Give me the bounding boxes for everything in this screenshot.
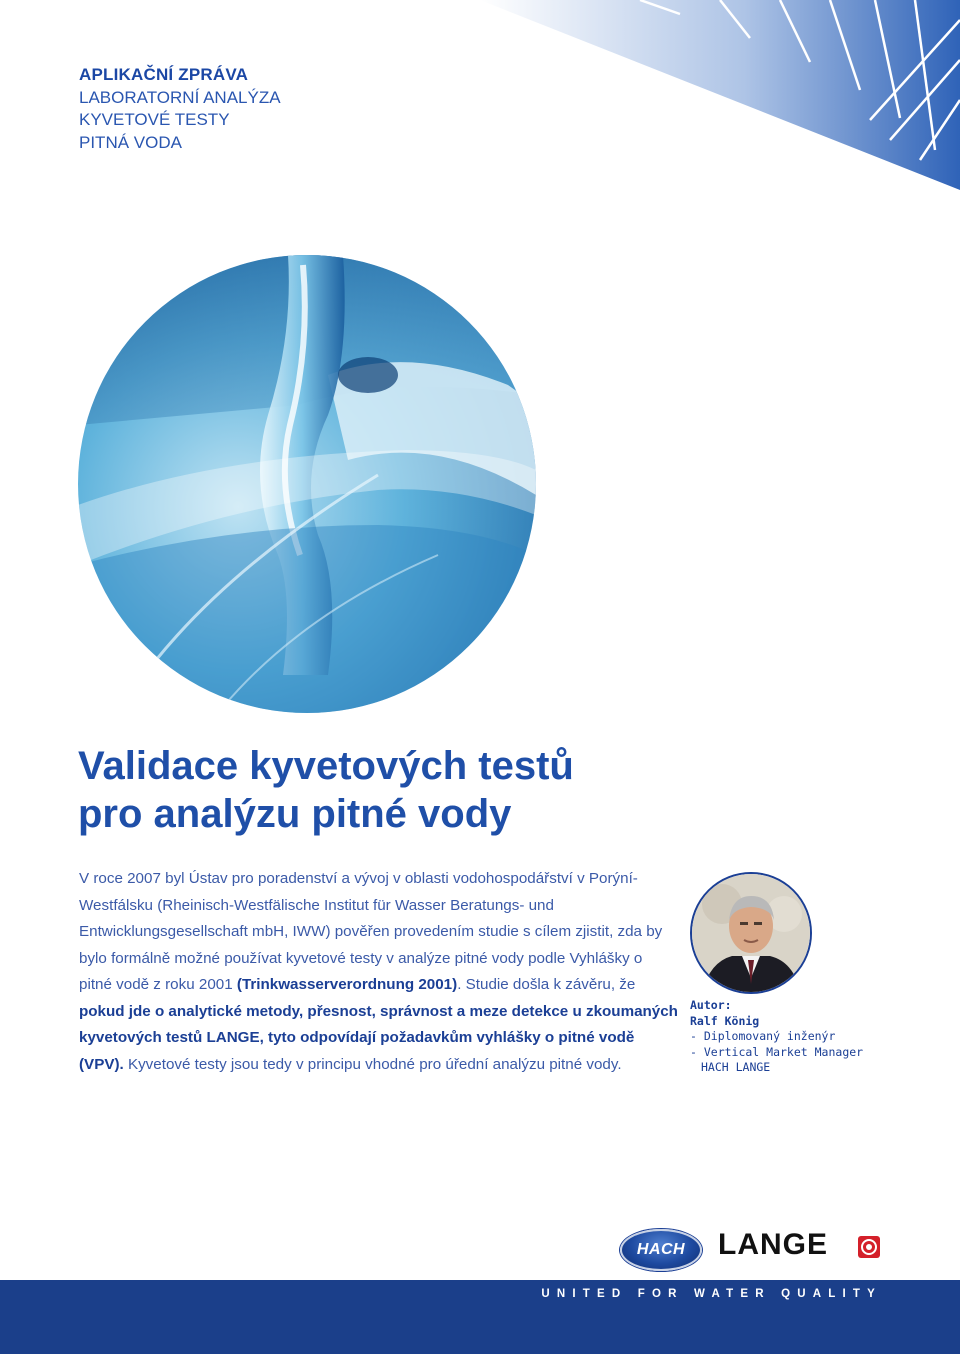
footer-band	[0, 1280, 960, 1354]
author-portrait	[690, 872, 812, 994]
brand-logos	[620, 1226, 890, 1272]
water-glass-photo	[78, 255, 536, 713]
document-type: APLIKAČNÍ ZPRÁVA	[79, 65, 249, 84]
body-bold-1: (Trinkwasserverordnung 2001)	[236, 976, 458, 993]
title-line-2: pro analýzu pitné vody	[78, 792, 512, 836]
corner-stripes-decoration	[420, 0, 960, 190]
lange-logo: LANGE	[718, 1228, 828, 1261]
body-bold-2: pokud jde o analytické metody, přesnost, správnost a meze detekce u zkoumaných kyvetových testů LANGE, tyto odpovídají požadavkům vyhlášky o pitné vodě (VPV).	[79, 1002, 678, 1073]
category-line-3: PITNÁ VODA	[79, 132, 182, 152]
abstract-paragraph	[79, 866, 679, 1078]
hach-logo	[620, 1229, 702, 1271]
author-role-2: - Vertical Market Manager	[690, 1044, 864, 1059]
author-company: HACH LANGE	[701, 1060, 771, 1074]
author-name: Ralf König	[690, 1013, 760, 1028]
author-label: Autor:	[690, 998, 732, 1012]
title-line-1: Validace kyvetových testů	[78, 744, 574, 788]
footer-tagline: UNITED FOR WATER QUALITY	[541, 1288, 882, 1300]
lange-mark-icon	[858, 1236, 880, 1258]
document-header	[79, 64, 281, 154]
body-text-2: . Studie došla k závěru, že	[457, 976, 636, 993]
body-text-3: Kyvetové testy jsou tedy v principu vhodné pro úřední analýzu pitné vody.	[123, 1055, 622, 1073]
author-role-1: - Diplomovaný inženýr	[690, 1029, 836, 1043]
category-line-2: KYVETOVÉ TESTY	[79, 110, 230, 129]
page-title	[78, 742, 778, 838]
author-info	[690, 998, 863, 1076]
category-line-1: LABORATORNÍ ANALÝZA	[79, 87, 281, 107]
hach-logo-text: HACH	[636, 1241, 686, 1258]
body-text-1: V roce 2007 byl Ústav pro poradenství a vývoj v oblasti vodohospodářství v Porýní-Westfálsku (Rheinisch-Westfälische Institut für Wasser Beratungs- und Entwicklungsgesellschaft mbH, IWW) pověřen provedením studie s cílem zjistit, zda by bylo formálně možné používat kyvetové testy v analýze pitné vody podle Vyhlášky o pitné vodě z roku 2001	[79, 870, 663, 993]
